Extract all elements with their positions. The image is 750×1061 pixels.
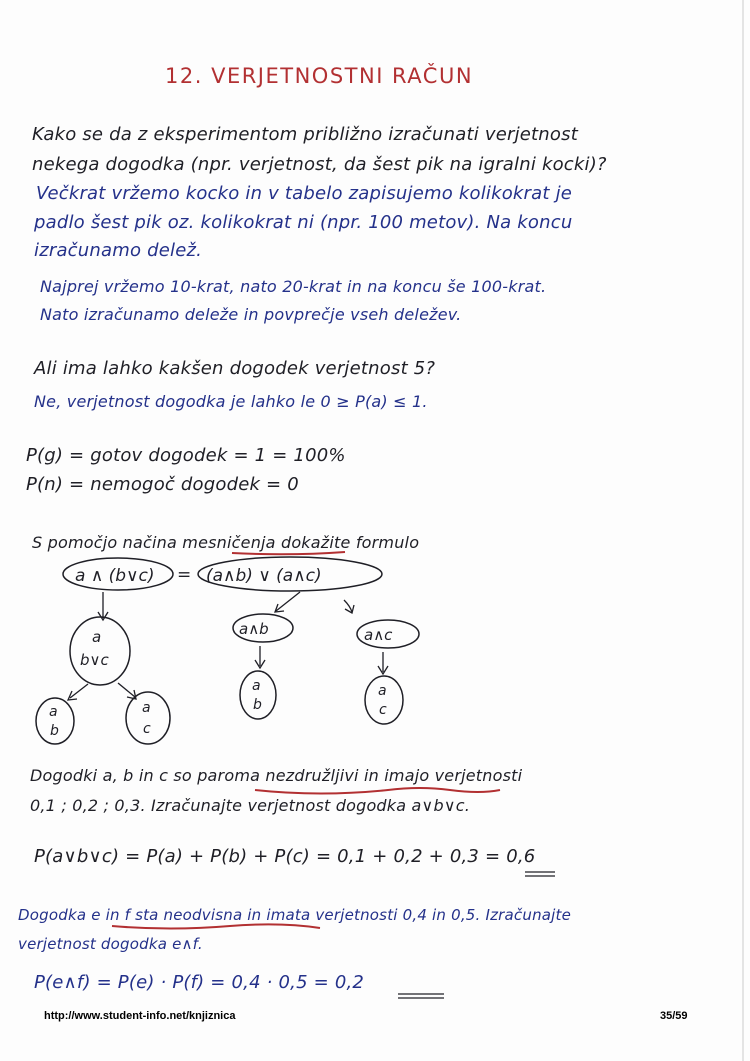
leaf-node-ac-bottom: c — [143, 721, 151, 737]
leaf-node-ab-bottom: b — [50, 723, 59, 739]
page-number: 35/59 — [660, 1010, 688, 1022]
result-node-ab-top: a — [252, 678, 261, 694]
exercise2-result: P(e∧f) = P(e) · P(f) = 0,4 · 0,5 = 0,2 — [34, 972, 365, 993]
question-answer: Ne, verjetnost dogodka je lahko le 0 ≥ P(a) ≤ 1. — [34, 392, 428, 411]
footer-url[interactable]: http://www.student-info.net/knjiznica — [44, 1010, 236, 1022]
exercise2-line-1: Dogodka e in f sta neodvisna in imata verjetnosti 0,4 in 0,5. Izračunajte — [18, 906, 572, 924]
equals-sign: = — [177, 565, 192, 585]
left-expression: a ∧ (b∨c) — [75, 566, 155, 586]
intro-line-2: nekega dogodka (npr. verjetnost, da šest pik na igralni kocki)? — [32, 154, 607, 175]
exercise1-underline — [255, 788, 500, 794]
result-node-ac-bottom: c — [379, 702, 387, 718]
result-node-ab-bottom: b — [253, 697, 262, 713]
right-expression: (a∧b) ∨ (a∧c) — [206, 566, 322, 586]
node-a-bvc-top: a — [92, 628, 102, 646]
branch-right — [118, 683, 135, 697]
node-a-bvc-bottom: b∨c — [80, 651, 109, 669]
heading-underline — [232, 552, 345, 554]
intro-line-4: padlo šest pik oz. kolikokrat ni (npr. 100 metov). Na koncu — [34, 212, 573, 233]
leaf-node-ab-top: a — [49, 704, 58, 720]
proof-heading: S pomočjo načina mesničenja dokažite formulo — [32, 533, 420, 552]
question-text: Ali ima lahko kakšen dogodek verjetnost 5? — [34, 358, 436, 379]
branch-left — [70, 684, 88, 698]
arrow-to-ab — [276, 592, 300, 611]
exercise1-line-2: 0,1 ; 0,2 ; 0,3. Izračunajte verjetnost dogodka a∨b∨c. — [30, 796, 471, 815]
intro-line-5: izračunamo delež. — [34, 240, 203, 261]
exercise2-line-2: verjetnost dogodka e∧f. — [18, 935, 203, 953]
intro-line-1: Kako se da z eksperimentom približno izračunati verjetnost — [32, 124, 578, 145]
formula-impossible-event: P(n) = nemogoč dogodek = 0 — [26, 474, 299, 495]
box-a-and-c-label: a∧c — [364, 626, 393, 644]
page-title: 12. VERJETNOSTNI RAČUN — [165, 64, 474, 88]
leaf-node-ac-top: a — [142, 700, 151, 716]
procedure-line-2: Nato izračunamo deleže in povprečje vseh deležev. — [40, 305, 462, 324]
formula-certain-event: P(g) = gotov dogodek = 1 = 100% — [26, 445, 346, 466]
exercise2-underline — [112, 924, 320, 928]
result-node-ac-top: a — [378, 683, 387, 699]
exercise1-result: P(a∨b∨c) = P(a) + P(b) + P(c) = 0,1 + 0,2 + 0,3 = 0,6 — [34, 846, 536, 867]
box-a-and-b-label: a∧b — [239, 620, 269, 638]
intro-line-3: Večkrat vržemo kocko in v tabelo zapisujemo kolikokrat je — [36, 183, 573, 204]
exercise1-line-1: Dogodki a, b in c so paroma nezdružljivi in imajo verjetnosti — [30, 766, 523, 785]
procedure-line-1: Najprej vržemo 10-krat, nato 20-krat in na koncu še 100-krat. — [40, 277, 547, 296]
